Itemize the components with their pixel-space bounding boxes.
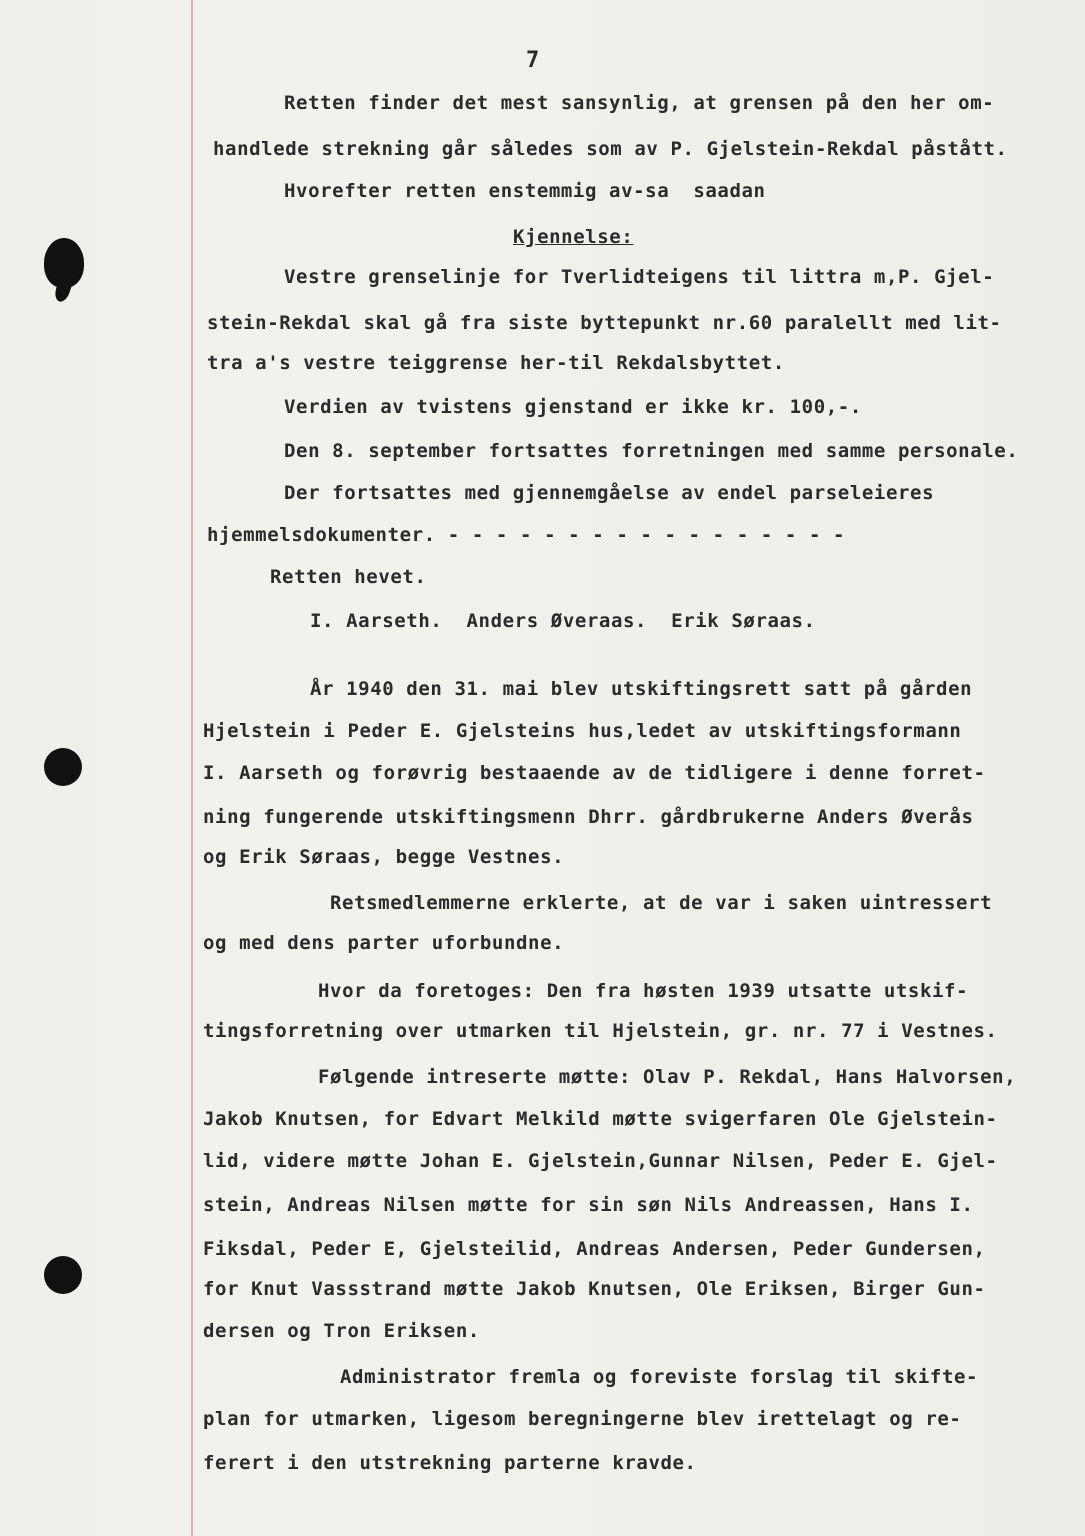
text-line: Retten hevet. <box>270 566 427 588</box>
text-line: ferert i den utstrekning parterne kravde. <box>203 1452 697 1474</box>
text-line: dersen og Tron Eriksen. <box>203 1320 480 1342</box>
text-line: stein, Andreas Nilsen møtte for sin søn Nils Andreassen, Hans I. <box>203 1194 974 1216</box>
text-line: Der fortsattes med gjennemgåelse av endel parseleieres <box>284 482 935 504</box>
text-line: Den 8. september fortsattes forretningen med samme personale. <box>284 440 1019 462</box>
text-line: og Erik Søraas, begge Vestnes. <box>203 846 565 868</box>
punch-hole-bottom <box>44 1256 82 1294</box>
margin-rule <box>191 0 193 1536</box>
text-line: stein-Rekdal skal gå fra siste byttepunkt nr.60 paralellt med lit- <box>207 312 1002 334</box>
text-line: Retten finder det mest sansynlig, at grensen på den her om- <box>284 92 995 114</box>
text-line: for Knut Vassstrand møtte Jakob Knutsen, Ole Eriksen, Birger Gun- <box>203 1278 986 1300</box>
text-line: Jakob Knutsen, for Edvart Melkild møtte svigerfaren Ole Gjelstein- <box>203 1108 998 1130</box>
text-line: Hvor da foretoges: Den fra høsten 1939 utsatte utskif- <box>318 980 969 1002</box>
punch-hole-middle <box>44 748 82 786</box>
text-line: Hvorefter retten enstemmig av-sa saadan <box>284 180 766 202</box>
text-line: År 1940 den 31. mai blev utskiftingsrett satt på gården <box>310 678 973 700</box>
text-line: plan for utmarken, ligesom beregningerne blev irettelagt og re- <box>203 1408 962 1430</box>
text-line: Retsmedlemmerne erklerte, at de var i saken uintressert <box>330 892 993 914</box>
section-heading: Kjennelse: <box>513 226 634 248</box>
page-number: 7 <box>526 48 540 73</box>
text-line: tra a's vestre teiggrense her-til Rekdalsbyttet. <box>207 352 785 374</box>
text-line: I. Aarseth og forøvrig bestaaende av de tidligere i denne forret- <box>203 762 986 784</box>
text-line: ning fungerende utskiftingsmenn Dhrr. gårdbrukerne Anders Øverås <box>203 806 974 828</box>
text-line: Fiksdal, Peder E, Gjelsteilid, Andreas Andersen, Peder Gundersen, <box>203 1238 986 1260</box>
text-line: Hjelstein i Peder E. Gjelsteins hus,ledet av utskiftingsformann <box>203 720 962 742</box>
text-line: handlede strekning går således som av P. Gjelstein-Rekdal påstått. <box>213 138 1008 160</box>
text-line: Administrator fremla og foreviste forslag til skifte- <box>340 1366 979 1388</box>
text-line: Følgende intreserte møtte: Olav P. Rekdal, Hans Halvorsen, <box>318 1066 1017 1088</box>
punch-hole-top <box>44 238 84 288</box>
text-line: Vestre grenselinje for Tverlidteigens til littra m,P. Gjel- <box>284 266 995 288</box>
text-line: hjemmelsdokumenter. - - - - - - - - - - - - - - - - - <box>207 524 846 546</box>
signature-line: I. Aarseth. Anders Øveraas. Erik Søraas. <box>310 610 816 632</box>
text-line: lid, videre møtte Johan E. Gjelstein,Gunnar Nilsen, Peder E. Gjel- <box>203 1150 998 1172</box>
text-line: Verdien av tvistens gjenstand er ikke kr. 100,-. <box>284 396 862 418</box>
text-line: og med dens parter uforbundne. <box>203 932 565 954</box>
text-line: tingsforretning over utmarken til Hjelstein, gr. nr. 77 i Vestnes. <box>203 1020 998 1042</box>
